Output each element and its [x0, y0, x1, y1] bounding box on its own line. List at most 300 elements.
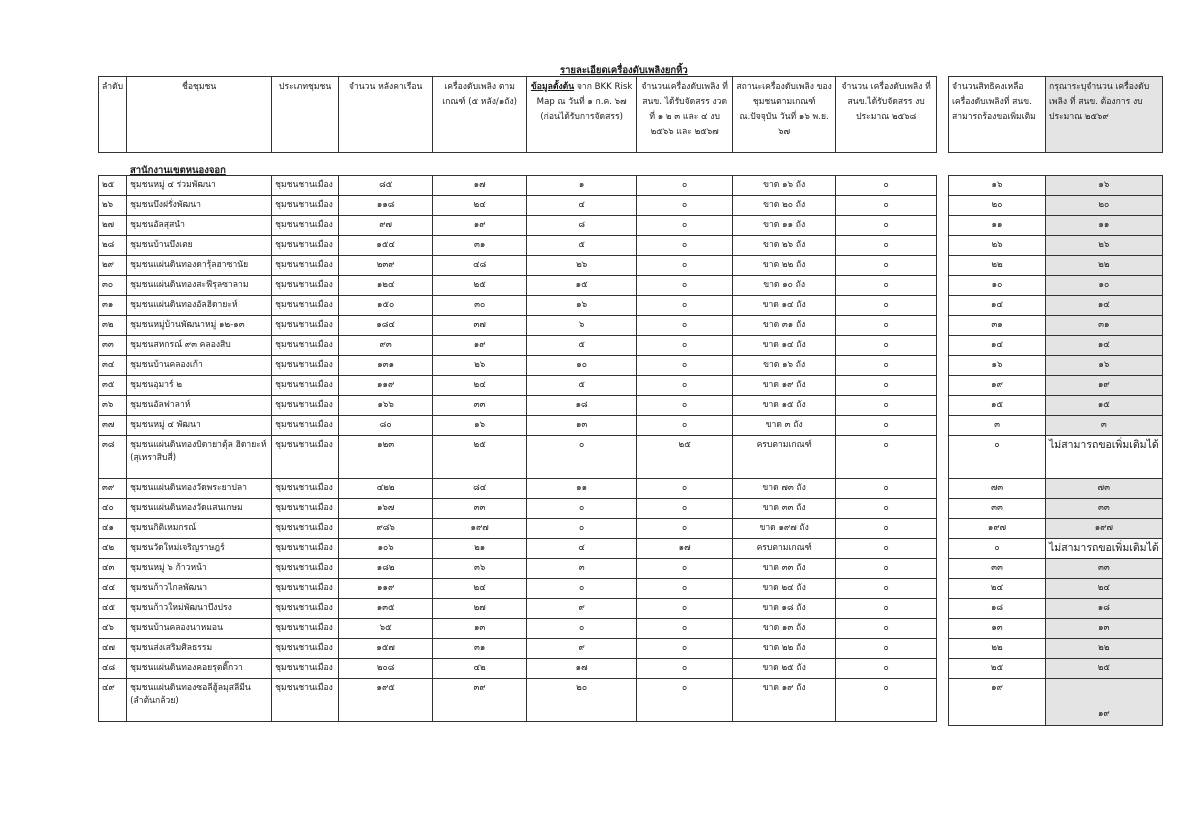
cell-no: ๔๐	[99, 499, 127, 519]
cell-type: ชุมชนชานเมือง	[272, 579, 339, 599]
header-no: ลำดับ	[99, 77, 127, 153]
cell-bkk: ๑๑	[527, 479, 637, 499]
cell-bkk: ๐	[527, 619, 637, 639]
side-row	[949, 499, 1163, 519]
cell-budget68: ๐	[836, 559, 937, 579]
cell-no: ๒๙	[99, 256, 127, 276]
cell-name: ชุมชนบึงฝรั่งพัฒนา	[127, 196, 272, 216]
table-row	[99, 236, 937, 256]
cell-budget68: ๐	[836, 196, 937, 216]
cell-criteria: ๒๗	[433, 599, 527, 619]
cell-type: ชุมชนชานเมือง	[272, 479, 339, 499]
table-row	[99, 176, 937, 196]
side-row	[949, 436, 1163, 479]
cell-bkk: ๕	[527, 336, 637, 356]
spacer-cell	[949, 153, 1046, 176]
cell-name: ชุมชนก้าวไกลพัฒนา	[127, 579, 272, 599]
cell-criteria: ๘๔	[433, 479, 527, 499]
cell-status: ขาด ๒๖ ถัง	[733, 236, 836, 256]
cell-allocated: ๐	[637, 296, 733, 316]
table-row	[99, 316, 937, 336]
cell-bkk: ๑๕	[527, 276, 637, 296]
cell-bkk: ๙	[527, 639, 637, 659]
spacer-cell	[339, 153, 433, 176]
cell-bkk: ๑๐	[527, 356, 637, 376]
cell-bkk: ๒๐	[527, 679, 637, 722]
spacer-cell	[836, 153, 937, 176]
cell-status: ขาด ๑๔ ถัง	[733, 336, 836, 356]
cell-bkk: ๐	[527, 519, 637, 539]
cell-budget68: ๐	[836, 479, 937, 499]
side-row	[949, 559, 1163, 579]
cell-no: ๔๔	[99, 579, 127, 599]
cell-remaining: ๑๘	[949, 599, 1046, 619]
side-row	[949, 356, 1163, 376]
cell-name: ชุมชนบ้านคลองเก้า	[127, 356, 272, 376]
cell-status: ขาด ๓๓ ถัง	[733, 499, 836, 519]
cell-remaining: ๐	[949, 436, 1046, 479]
cell-allocated: ๐	[637, 416, 733, 436]
cell-name: ชุมชนแผ่นดินทองสะฟีรุลซาลาม	[127, 276, 272, 296]
table-row	[99, 539, 937, 559]
cell-no: ๒๗	[99, 216, 127, 236]
table-row	[99, 479, 937, 499]
table-row	[99, 416, 937, 436]
cell-type: ชุมชนชานเมือง	[272, 376, 339, 396]
side-row	[949, 639, 1163, 659]
cell-households: ๙๘๖	[339, 519, 433, 539]
cell-criteria: ๒๕	[433, 436, 527, 479]
cell-request: ๑๔	[1046, 296, 1163, 316]
cell-type: ชุมชนชานเมือง	[272, 559, 339, 579]
cell-remaining: ๒๐	[949, 196, 1046, 216]
cell-allocated: ๐	[637, 479, 733, 499]
cell-request: ๒๕	[1046, 659, 1163, 679]
side-row	[949, 416, 1163, 436]
spacer-cell	[733, 153, 836, 176]
header-name: ชื่อชุมชน	[127, 77, 272, 153]
cell-remaining: ๑๐	[949, 276, 1046, 296]
cell-criteria: ๓๐	[433, 296, 527, 316]
cell-remaining: ๑๕	[949, 396, 1046, 416]
cell-no: ๓๐	[99, 276, 127, 296]
header-bkk	[527, 77, 637, 153]
cell-remaining: ๓	[949, 416, 1046, 436]
cell-bkk: ๓	[527, 559, 637, 579]
cell-no: ๒๖	[99, 196, 127, 216]
spacer-cell	[527, 153, 637, 176]
cell-status: ขาด ๑๘ ถัง	[733, 599, 836, 619]
cell-budget68: ๐	[836, 499, 937, 519]
cell-allocated: ๐	[637, 396, 733, 416]
side-row	[949, 276, 1163, 296]
side-row	[949, 296, 1163, 316]
cell-request: ๓๓	[1046, 559, 1163, 579]
side-row	[949, 256, 1163, 276]
cell-budget68: ๐	[836, 376, 937, 396]
cell-remaining: ๓๑	[949, 316, 1046, 336]
cell-criteria: ๒๖	[433, 356, 527, 376]
cell-criteria: ๓๗	[433, 316, 527, 336]
cell-households: ๑๓๕	[339, 599, 433, 619]
side-row	[949, 659, 1163, 679]
cell-type: ชุมชนชานเมือง	[272, 679, 339, 722]
cell-households: ๘๕	[339, 176, 433, 196]
cell-criteria: ๑๙๗	[433, 519, 527, 539]
cell-criteria: ๓๑	[433, 639, 527, 659]
header-allocated: จำนวนเครื่องดับเพลิง ที่ สนข. ได้รับจัดสรร งวดที่ ๑ ๒ ๓ และ ๔ งบ ๒๕๖๖ และ ๒๕๖๗	[637, 77, 733, 153]
cell-type: ชุมชนชานเมือง	[272, 336, 339, 356]
cell-households: ๒๐๘	[339, 659, 433, 679]
cell-budget68: ๐	[836, 296, 937, 316]
cell-households: ๘๐	[339, 416, 433, 436]
side-row	[949, 679, 1163, 726]
table-row	[99, 436, 937, 479]
cell-request: ๓๑	[1046, 316, 1163, 336]
cell-households: ๑๕๔	[339, 236, 433, 256]
cell-allocated: ๑๗	[637, 539, 733, 559]
spacer-cell	[272, 153, 339, 176]
cell-allocated: ๐	[637, 236, 733, 256]
cell-remaining: ๓๓	[949, 499, 1046, 519]
cell-status: ขาด ๑๙ ถัง	[733, 376, 836, 396]
cell-name: ชุมชนวัดใหม่เจริญราษฎร์	[127, 539, 272, 559]
cell-remaining: ๒๔	[949, 579, 1046, 599]
cell-type: ชุมชนชานเมือง	[272, 519, 339, 539]
cell-allocated: ๐	[637, 276, 733, 296]
cell-no: ๔๕	[99, 599, 127, 619]
side-row	[949, 196, 1163, 216]
cell-budget68: ๐	[836, 659, 937, 679]
cell-remaining: ๓๓	[949, 559, 1046, 579]
cell-criteria: ๓๓	[433, 499, 527, 519]
side-row	[949, 376, 1163, 396]
table-row	[99, 639, 937, 659]
cell-allocated: ๐	[637, 336, 733, 356]
cell-request: ๑๔	[1046, 336, 1163, 356]
cell-allocated: ๐	[637, 519, 733, 539]
cell-budget68: ๐	[836, 519, 937, 539]
cell-name: ชุมชนอัลฟาลาห์	[127, 396, 272, 416]
cell-request: ๑๕	[1046, 396, 1163, 416]
side-row	[949, 479, 1163, 499]
spacer-cell	[1046, 153, 1163, 176]
table-row	[99, 659, 937, 679]
cell-no: ๔๓	[99, 559, 127, 579]
cell-no: ๓๔	[99, 356, 127, 376]
side-row	[949, 216, 1163, 236]
cell-households: ๑๙๕	[339, 679, 433, 722]
cell-status: ขาด ๑๕ ถัง	[733, 396, 836, 416]
cell-name: ชุมชนแผ่นดินทองบิดายาตุ้ล ฮิดายะห์ (สุเหราสิบสี่)	[127, 436, 272, 479]
cell-budget68: ๐	[836, 436, 937, 479]
cell-name: ชุมชนบ้านบึงเตย	[127, 236, 272, 256]
cell-households: ๑๑๙	[339, 579, 433, 599]
side-row	[949, 519, 1163, 539]
cell-no: ๓๘	[99, 436, 127, 479]
cell-budget68: ๐	[836, 416, 937, 436]
cell-type: ชุมชนชานเมือง	[272, 216, 339, 236]
cell-name: ชุมชนบ้านคลองนาหมอน	[127, 619, 272, 639]
side-row	[949, 539, 1163, 559]
cell-request: ๑๙	[1046, 679, 1163, 726]
table-row	[99, 196, 937, 216]
table-row	[99, 216, 937, 236]
cell-status: ขาด ๓ ถัง	[733, 416, 836, 436]
cell-households: ๙๓	[339, 336, 433, 356]
cell-type: ชุมชนชานเมือง	[272, 236, 339, 256]
cell-criteria: ๓๙	[433, 679, 527, 722]
cell-allocated: ๐	[637, 599, 733, 619]
cell-households: ๑๓๑	[339, 356, 433, 376]
cell-name: ชุมชนกิติเหมกรณ์	[127, 519, 272, 539]
cell-status: ขาด ๑๖ ถัง	[733, 356, 836, 376]
cell-request: ไม่สามารถขอเพิ่มเติมได้	[1046, 436, 1163, 479]
side-row	[949, 396, 1163, 416]
cell-criteria: ๔๘	[433, 256, 527, 276]
cell-remaining: ๑๔	[949, 336, 1046, 356]
header-type: ประเภทชุมชน	[272, 77, 339, 153]
cell-criteria: ๒๔	[433, 196, 527, 216]
cell-bkk: ๑๖	[527, 296, 637, 316]
table-row	[99, 619, 937, 639]
section-label: สานักงานเขตหนองจอก	[130, 165, 226, 176]
cell-status: ขาด ๑๔ ถัง	[733, 296, 836, 316]
cell-status: ขาด ๓๓ ถัง	[733, 559, 836, 579]
table-row	[99, 559, 937, 579]
cell-remaining: ๒๒	[949, 639, 1046, 659]
cell-remaining: ๑๖	[949, 176, 1046, 196]
table-row	[99, 499, 937, 519]
cell-no: ๔๒	[99, 539, 127, 559]
table-row	[99, 356, 937, 376]
cell-name: ชุมชนสหกรณ์ ๙๓ คลองสิบ	[127, 336, 272, 356]
table-row	[99, 256, 937, 276]
header-remaining: จำนวนสิทธิคงเหลือ เครื่องดับเพลิงที่ สนข. สามารถร้องขอเพิ่มเติม	[949, 77, 1046, 153]
cell-type: ชุมชนชานเมือง	[272, 196, 339, 216]
cell-households: ๑๑๘	[339, 196, 433, 216]
cell-budget68: ๐	[836, 336, 937, 356]
cell-status: ขาด ๒๒ ถัง	[733, 639, 836, 659]
cell-households: ๖๕	[339, 619, 433, 639]
cell-type: ชุมชนชานเมือง	[272, 599, 339, 619]
cell-budget68: ๐	[836, 276, 937, 296]
cell-bkk: ๔	[527, 539, 637, 559]
cell-name: ชุมชนหมู่ ๔ พัฒนา	[127, 416, 272, 436]
cell-bkk: ๐	[527, 579, 637, 599]
cell-name: ชุมชนแผ่นดินทองอัลฮิดายะห์	[127, 296, 272, 316]
side-row	[949, 619, 1163, 639]
cell-households: ๑๑๙	[339, 376, 433, 396]
cell-name: ชุมชนอุมาร์ ๒	[127, 376, 272, 396]
cell-budget68: ๐	[836, 316, 937, 336]
side-row	[949, 599, 1163, 619]
cell-remaining: ๑๖	[949, 356, 1046, 376]
header-request: กรุณาระบุจำนวน เครื่องดับเพลิง ที่ สนข. ต้องการ งบประมาณ ๒๕๖๙	[1046, 77, 1163, 153]
cell-name: ชุมชนแผ่นดินทองคอยรุตติ๊กวา	[127, 659, 272, 679]
cell-bkk: ๖	[527, 316, 637, 336]
cell-allocated: ๐	[637, 356, 733, 376]
cell-type: ชุมชนชานเมือง	[272, 396, 339, 416]
cell-no: ๔๗	[99, 639, 127, 659]
header-budget68: จำนวน เครื่องดับเพลิง ที่ สนข.ได้รับจัดสรร งบประมาณ ๒๕๖๘	[836, 77, 937, 153]
cell-name: ชุมชนส่งเสริมศิลธรรม	[127, 639, 272, 659]
cell-criteria: ๑๗	[433, 176, 527, 196]
cell-status: ขาด ๑๑ ถัง	[733, 216, 836, 236]
header-criteria: เครื่องดับเพลิง ตามเกณฑ์ (๕ หลัง/๑ถัง)	[433, 77, 527, 153]
cell-allocated: ๐	[637, 639, 733, 659]
cell-households: ๑๕๐	[339, 296, 433, 316]
cell-name: ชุมชนก้าวใหม่พัฒนาบึงปรง	[127, 599, 272, 619]
cell-criteria: ๔๒	[433, 659, 527, 679]
cell-no: ๒๘	[99, 236, 127, 256]
cell-status: ขาด ๑๙ ถัง	[733, 679, 836, 722]
cell-type: ชุมชนชานเมือง	[272, 436, 339, 479]
cell-allocated: ๐	[637, 499, 733, 519]
cell-allocated: ๐	[637, 256, 733, 276]
side-row	[949, 316, 1163, 336]
cell-remaining: ๑๙	[949, 679, 1046, 726]
cell-remaining: ๗๓	[949, 479, 1046, 499]
cell-name: ชุมชนแผ่นดินทองวัดพระยาปลา	[127, 479, 272, 499]
cell-budget68: ๐	[836, 256, 937, 276]
cell-no: ๓๒	[99, 316, 127, 336]
cell-no: ๒๕	[99, 176, 127, 196]
cell-households: ๑๐๖	[339, 539, 433, 559]
side-row	[949, 176, 1163, 196]
spacer-cell	[99, 153, 127, 176]
header-status: สถานะเครื่องดับเพลิง ของชุมชนตามเกณฑ์ ณ.ปัจจุบัน วันที่ ๑๖ พ.ย. ๖๗	[733, 77, 836, 153]
cell-remaining: ๒๒	[949, 256, 1046, 276]
cell-households: ๒๓๙	[339, 256, 433, 276]
cell-status: ขาด ๒๔ ถัง	[733, 579, 836, 599]
cell-no: ๔๙	[99, 679, 127, 722]
main-table-body	[99, 153, 937, 722]
cell-status: ขาด ๒๒ ถัง	[733, 256, 836, 276]
cell-no: ๓๓	[99, 336, 127, 356]
cell-households: ๙๗	[339, 216, 433, 236]
cell-type: ชุมชนชานเมือง	[272, 619, 339, 639]
cell-name: ชุมชนแผ่นดินทองดารุ้ลฮาซานัย	[127, 256, 272, 276]
cell-remaining: ๑๓	[949, 619, 1046, 639]
side-row	[949, 336, 1163, 356]
table-row	[99, 519, 937, 539]
cell-status: ครบตามเกณฑ์	[733, 539, 836, 559]
cell-allocated: ๒๕	[637, 436, 733, 479]
table-row	[99, 579, 937, 599]
cell-no: ๓๖	[99, 396, 127, 416]
cell-households: ๑๒๓	[339, 436, 433, 479]
cell-type: ชุมชนชานเมือง	[272, 316, 339, 336]
cell-budget68: ๐	[836, 619, 937, 639]
cell-bkk: ๑๘	[527, 396, 637, 416]
cell-request: ๑๖	[1046, 176, 1163, 196]
table-row	[99, 336, 937, 356]
cell-criteria: ๑๙	[433, 336, 527, 356]
header-households: จำนวน หลังคาเรือน	[339, 77, 433, 153]
cell-name: ชุมชนหมู่ ๖ ก้าวหน้า	[127, 559, 272, 579]
cell-no: ๓๙	[99, 479, 127, 499]
cell-allocated: ๐	[637, 316, 733, 336]
cell-status: ครบตามเกณฑ์	[733, 436, 836, 479]
cell-households: ๑๕๗	[339, 639, 433, 659]
cell-request: ๗๓	[1046, 479, 1163, 499]
cell-budget68: ๐	[836, 679, 937, 722]
cell-bkk: ๑๗	[527, 659, 637, 679]
cell-bkk: ๐	[527, 499, 637, 519]
cell-budget68: ๐	[836, 579, 937, 599]
cell-request: ๑๖	[1046, 356, 1163, 376]
cell-no: ๓๕	[99, 376, 127, 396]
side-row	[949, 236, 1163, 256]
cell-type: ชุมชนชานเมือง	[272, 639, 339, 659]
cell-type: ชุมชนชานเมือง	[272, 276, 339, 296]
spacer-cell	[637, 153, 733, 176]
cell-status: ขาด ๗๓ ถัง	[733, 479, 836, 499]
cell-budget68: ๐	[836, 236, 937, 256]
cell-status: ขาด ๑๓ ถัง	[733, 619, 836, 639]
cell-request: ๑๙๗	[1046, 519, 1163, 539]
cell-no: ๓๗	[99, 416, 127, 436]
side-table	[948, 76, 1163, 726]
spacer-cell	[433, 153, 527, 176]
cell-households: ๑๘๔	[339, 316, 433, 336]
cell-type: ชุมชนชานเมือง	[272, 176, 339, 196]
cell-households: ๑๖๖	[339, 396, 433, 416]
cell-bkk: ๑๓	[527, 416, 637, 436]
cell-name: ชุมชนหมู่บ้านพัฒนาหมู่ ๑๒-๑๓	[127, 316, 272, 336]
cell-status: ขาด ๑๙๗ ถัง	[733, 519, 836, 539]
cell-request: ๓	[1046, 416, 1163, 436]
cell-type: ชุมชนชานเมือง	[272, 539, 339, 559]
table-row	[99, 396, 937, 416]
cell-bkk: ๐	[527, 436, 637, 479]
cell-bkk: ๔	[527, 196, 637, 216]
cell-criteria: ๒๔	[433, 579, 527, 599]
cell-no: ๔๘	[99, 659, 127, 679]
cell-remaining: ๑๔	[949, 296, 1046, 316]
cell-households: ๑๒๔	[339, 276, 433, 296]
cell-request: ๑๙	[1046, 376, 1163, 396]
cell-households: ๔๒๒	[339, 479, 433, 499]
cell-request: ๓๓	[1046, 499, 1163, 519]
cell-allocated: ๐	[637, 659, 733, 679]
side-row	[949, 579, 1163, 599]
table-row	[99, 376, 937, 396]
cell-budget68: ๐	[836, 539, 937, 559]
cell-type: ชุมชนชานเมือง	[272, 499, 339, 519]
cell-criteria: ๓๖	[433, 559, 527, 579]
cell-criteria: ๓๓	[433, 396, 527, 416]
cell-budget68: ๐	[836, 639, 937, 659]
cell-remaining: ๑๙	[949, 376, 1046, 396]
cell-households: ๑๖๗	[339, 499, 433, 519]
cell-criteria: ๒๑	[433, 539, 527, 559]
table-row	[99, 276, 937, 296]
cell-allocated: ๐	[637, 579, 733, 599]
cell-request: ๑๐	[1046, 276, 1163, 296]
cell-criteria: ๑๓	[433, 619, 527, 639]
cell-request: ๒๒	[1046, 256, 1163, 276]
cell-bkk: ๙	[527, 599, 637, 619]
cell-allocated: ๐	[637, 559, 733, 579]
header-bkk-rest: จาก BKK Risk Map ณ วันที่ ๑ ก.ค. ๖๗ (ก่อนได้รับการจัดสรร)	[536, 82, 633, 122]
cell-type: ชุมชนชานเมือง	[272, 356, 339, 376]
cell-allocated: ๐	[637, 176, 733, 196]
cell-bkk: ๑	[527, 176, 637, 196]
cell-status: ขาด ๒๕ ถัง	[733, 659, 836, 679]
cell-name: ชุมชนแผ่นดินทองซอลีฮู้ลมุสลีมีน (ลำต้นกล้วย)	[127, 679, 272, 722]
